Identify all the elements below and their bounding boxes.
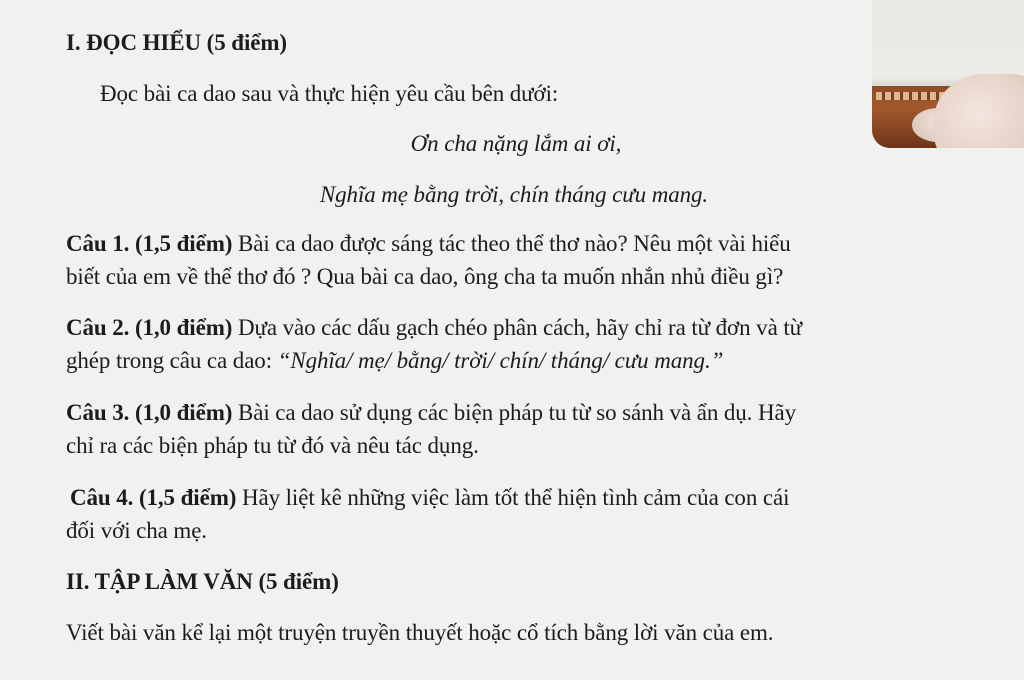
poem-line-2: Nghĩa mẹ bằng trời, chín tháng cưu mang.: [319, 182, 709, 207]
question-2-text-prefix: ghép trong câu ca dao:: [66, 348, 278, 373]
question-4-line-1: [70, 483, 789, 513]
question-3-label: Câu 3. (1,0 điểm): [66, 400, 233, 425]
question-1-line-1: [66, 229, 791, 259]
question-1-label: Câu 1. (1,5 điểm): [66, 231, 233, 256]
question-3-line-2: chỉ ra các biện pháp tu từ đó và nêu tác dụng.: [66, 433, 479, 458]
question-1-line-2: biết của em về thể thơ đó ? Qua bài ca dao, ông cha ta muốn nhắn nhủ điều gì?: [66, 264, 784, 289]
writing-prompt: Viết bài văn kể lại một truyện truyền thuyết hoặc cổ tích bằng lời văn của em.: [66, 620, 774, 645]
question-2-line-2: [66, 346, 723, 376]
question-4-text: Hãy liệt kê những việc làm tốt thể hiện tình cảm của con cái: [236, 485, 790, 510]
question-3-text: Bài ca dao sử dụng các biện pháp tu từ so sánh và ẩn dụ. Hãy: [232, 400, 796, 425]
question-2-text: Dựa vào các dấu gạch chéo phân cách, hãy chỉ ra từ đơn và từ: [232, 315, 802, 340]
question-1-text: Bài ca dao được sáng tác theo thể thơ nào? Nêu một vài hiểu: [232, 231, 791, 256]
webcam-overlay: [872, 0, 1024, 148]
poem-line-1: Ơn cha nặng lắm ai ơi,: [410, 131, 622, 156]
section2-heading: II. TẬP LÀM VĂN (5 điểm): [66, 569, 339, 594]
reading-instruction: Đọc bài ca dao sau và thực hiện yêu cầu bên dưới:: [100, 81, 559, 106]
question-3-line-1: [66, 398, 796, 428]
question-2-label: Câu 2. (1,0 điểm): [66, 315, 233, 340]
question-4-line-2: đối với cha mẹ.: [66, 518, 207, 543]
section1-heading: I. ĐỌC HIỂU (5 điểm): [66, 30, 287, 55]
question-2-line-1: [66, 313, 802, 343]
question-2-quote: “Nghĩa/ mẹ/ bằng/ trời/ chín/ tháng/ cưu mang.”: [277, 348, 724, 373]
question-4-label: Câu 4. (1,5 điểm): [70, 485, 237, 510]
